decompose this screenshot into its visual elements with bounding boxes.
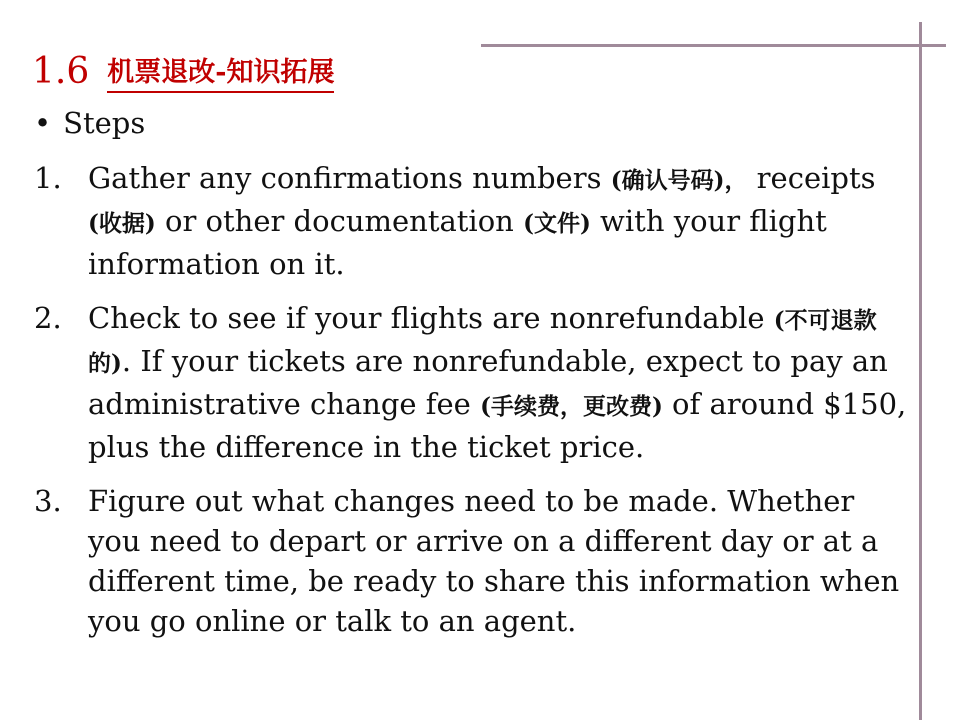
item-text-segment: Gather any confirmations numbers: [88, 161, 611, 195]
bullet-icon: •: [34, 106, 52, 140]
list-item-3: [34, 481, 914, 641]
title-text: 机票退改-知识拓展: [107, 50, 334, 93]
decorative-vertical-rule: [919, 22, 922, 720]
item-number: 2.: [34, 301, 62, 335]
item-text-segment: with your flight information on it.: [88, 204, 827, 281]
item-text: [88, 158, 914, 284]
chinese-gloss: (不可退款的): [88, 307, 877, 377]
item-number: 1.: [34, 161, 62, 195]
title-number: 1.6: [32, 51, 90, 92]
chinese-gloss: (手续费，更改费): [480, 393, 663, 420]
list-item-2: [34, 298, 914, 467]
list-item-1: [34, 158, 914, 284]
item-text-segment: . If your tickets are nonrefundable, expect to pay an administrative change fee: [88, 344, 888, 421]
decorative-horizontal-rule: [481, 44, 946, 47]
chinese-gloss: (文件): [523, 210, 591, 237]
chinese-gloss: (确认号码)，: [610, 167, 748, 194]
item-number: 3.: [34, 484, 62, 518]
steps-label: Steps: [63, 106, 146, 140]
steps-list: [34, 158, 914, 655]
item-text: [88, 298, 914, 467]
chinese-gloss: (收据): [88, 210, 156, 237]
item-text: [88, 481, 914, 641]
slide-title: [32, 50, 334, 93]
item-text-segment: or other documentation: [155, 204, 524, 238]
item-text-segment: receipts: [747, 161, 876, 195]
item-text-segment: Figure out what changes need to be made. Whether you need to depart or arrive on a different day or at a different time, be ready to share this information when you go online or talk to an agent.: [88, 484, 900, 638]
steps-bullet: [34, 106, 145, 140]
item-text-segment: of around $150, plus the difference in the ticket price.: [88, 387, 907, 464]
item-text-segment: Check to see if your flights are nonrefundable: [88, 301, 774, 335]
